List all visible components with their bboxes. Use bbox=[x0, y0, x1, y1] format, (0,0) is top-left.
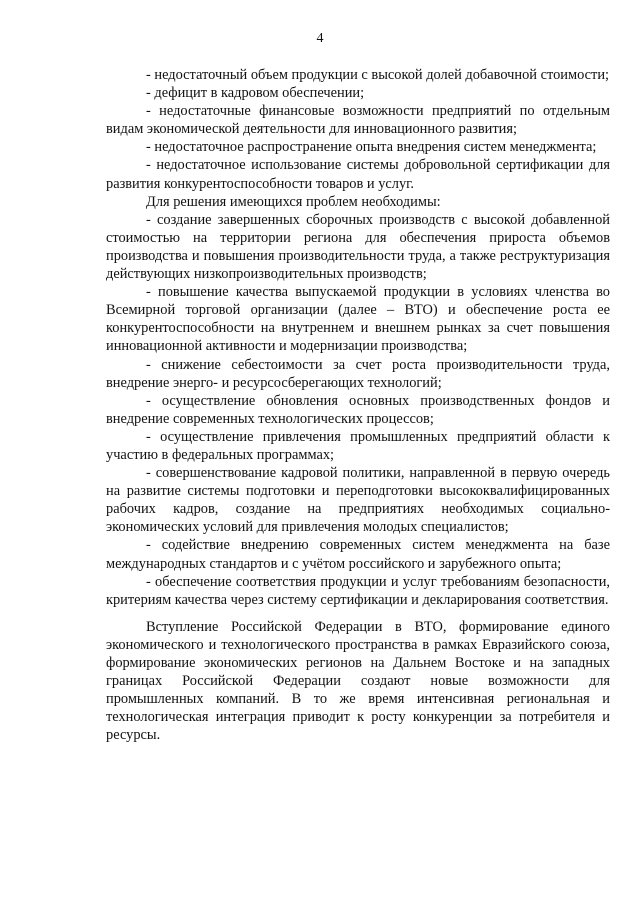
paragraph-problem-financial: - недостаточные финансовые возможности предприятий по отдельным видам экономической деятельности для инновационного развития; bbox=[106, 103, 610, 138]
paragraph-problem-certification: - недостаточное использование системы добровольной сертификации для развития конкурентоспособности товаров и услуг. bbox=[106, 157, 610, 192]
paragraph-solution-quality: - повышение качества выпускаемой продукции в условиях членства во Всемирной торговой организации (далее – ВТО) и обеспечение роста ее конкурентоспособности на внутреннем и внешнем рынках за счет повышения инновационной активности и модернизации производства; bbox=[106, 284, 610, 355]
paragraph-problem-management-systems: - недостаточное распространение опыта внедрения систем менеджмента; bbox=[146, 139, 597, 156]
paragraph-problem-value-added: - недостаточный объем продукции с высокой долей добавочной стоимости; bbox=[146, 67, 610, 83]
paragraph-problem-staff-deficit: - дефицит в кадровом обеспечении; bbox=[146, 85, 365, 102]
paragraph-solution-hr-policy: - совершенствование кадровой политики, направленной в первую очередь на развитие системы подготовки и переподготовки высококвалифицированных рабочих кадров, создание на предприятиях необходимых социально-экономических условий для привлечения молодых специалистов; bbox=[106, 465, 610, 536]
page-number: 4 bbox=[316, 31, 324, 46]
paragraph-solution-renewal: - осуществление обновления основных производственных фондов и внедрение современных технологических процессов; bbox=[106, 392, 610, 427]
paragraph-solution-compliance: - обеспечение соответствия продукции и услуг требованиям безопасности, критериям качества через систему сертификации и декларирования соответствия. bbox=[106, 573, 610, 608]
paragraph-solution-assembly: - создание завершенных сборочных производств с высокой добавленной стоимостью на территории региона для обеспечения прироста объемов производства и повышения производительности труда, а также реструктуризация действующих низкопроизводительных производств; bbox=[106, 211, 610, 283]
paragraph-solution-management-standards: - содействие внедрению современных систем менеджмента на базе международных стандартов и с учётом российского и зарубежного опыта; bbox=[106, 537, 610, 572]
paragraph-solutions-intro: Для решения имеющихся проблем необходимы: bbox=[146, 193, 441, 210]
paragraph-solution-cost: - снижение себестоимости за счет роста производительности труда, внедрение энерго- и ресурсосберегающих технологий; bbox=[106, 356, 610, 391]
paragraph-wto-integration: Вступление Российской Федерации в ВТО, формирование единого экономического и технологического пространства в рамках Евразийского союза, формирование экономических регионов на Дальнем Востоке и на западных границах Российской Федерации создают новые возможности для промышленных компаний. В то же время интенсивная региональная и технологическая интеграция приводит к росту конкуренции за потребителя и ресурсы. bbox=[106, 618, 610, 744]
paragraph-solution-federal-programs: - осуществление привлечения промышленных предприятий области к участию в федеральных программах; bbox=[106, 428, 610, 463]
document-body bbox=[106, 66, 610, 744]
